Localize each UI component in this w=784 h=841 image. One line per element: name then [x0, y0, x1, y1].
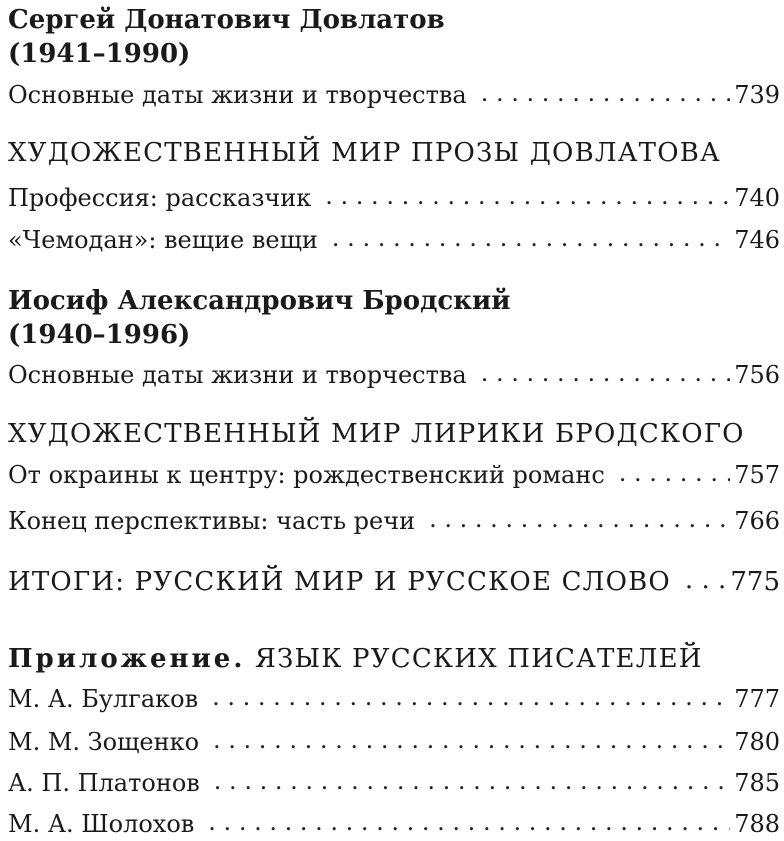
author-years: (1941–1990) — [8, 39, 191, 69]
leader-dots — [481, 76, 730, 110]
toc-entry-title: Основные даты жизни и творчества — [8, 361, 467, 389]
appendix-lead: Приложение. — [8, 644, 246, 674]
toc-entry[interactable] — [8, 458, 780, 492]
leader-dots — [481, 356, 730, 390]
author-name: Иосиф Александрович Бродский — [8, 286, 511, 316]
toc-entry-page: 775 — [730, 567, 780, 597]
leader-dots — [214, 764, 730, 798]
toc-entry-title: М. А. Шолохов — [8, 810, 195, 838]
toc-entry-page: 766 — [734, 507, 780, 535]
toc-entry[interactable] — [8, 181, 780, 215]
leader-dots — [212, 680, 730, 714]
leader-dots — [332, 221, 730, 255]
toc-entry-page: 777 — [734, 685, 780, 713]
toc-entry[interactable] — [8, 358, 780, 392]
toc-entry-title: «Чемодан»: вещие вещи — [8, 226, 318, 254]
author-name: Сергей Донатович Довлатов — [8, 5, 445, 35]
toc-entry[interactable] — [8, 78, 780, 112]
leader-dots — [619, 456, 730, 490]
section-heading: ХУДОЖЕСТВЕННЫЙ МИР ЛИРИКИ БРОДСКОГО — [8, 419, 745, 449]
toc-entry-title: Основные даты жизни и творчества — [8, 81, 467, 109]
toc-entry-page: 780 — [734, 728, 780, 756]
author-heading-brodsky — [8, 284, 780, 352]
toc-entry-title: А. П. Платонов — [8, 769, 200, 797]
toc-entry[interactable] — [8, 682, 780, 716]
leader-dots — [213, 723, 730, 757]
appendix-heading — [8, 642, 780, 676]
leader-dots — [429, 502, 730, 536]
leader-dots — [685, 563, 726, 597]
leader-dots — [208, 805, 730, 839]
section-heading: ХУДОЖЕСТВЕННЫЙ МИР ПРОЗЫ ДОВЛАТОВА — [8, 138, 721, 168]
toc-entry[interactable] — [8, 766, 780, 800]
toc-entry-page: 757 — [734, 461, 780, 489]
author-heading-dovlatov — [8, 3, 780, 71]
toc-entry-page: 788 — [734, 810, 780, 838]
toc-entry-title: М. А. Булгаков — [8, 685, 199, 713]
toc-entry-page: 756 — [734, 361, 780, 389]
toc-entry[interactable] — [8, 504, 780, 538]
toc-entry-page: 746 — [734, 226, 780, 254]
appendix-title: ЯЗЫК РУССКИХ ПИСАТЕЛЕЙ — [254, 644, 703, 674]
toc-entry-results[interactable] — [8, 565, 780, 599]
toc-entry-title: Профессия: рассказчик — [8, 184, 312, 212]
leader-dots — [325, 179, 730, 213]
toc-entry-page: 739 — [734, 81, 780, 109]
toc-entry-title: ИТОГИ: РУССКИЙ МИР И РУССКОЕ СЛОВО — [8, 567, 671, 597]
toc-entry-page: 740 — [734, 184, 780, 212]
toc-entry-title: М. М. Зощенко — [8, 728, 200, 756]
toc-entry-page: 785 — [734, 769, 780, 797]
toc-entry[interactable] — [8, 223, 780, 257]
toc-entry-title: От окраины к центру: рождественский романс — [8, 461, 605, 489]
toc-entry[interactable] — [8, 807, 780, 841]
toc-entry[interactable] — [8, 725, 780, 759]
author-years: (1940–1996) — [8, 320, 191, 350]
toc-entry-title: Конец перспективы: часть речи — [8, 507, 416, 535]
